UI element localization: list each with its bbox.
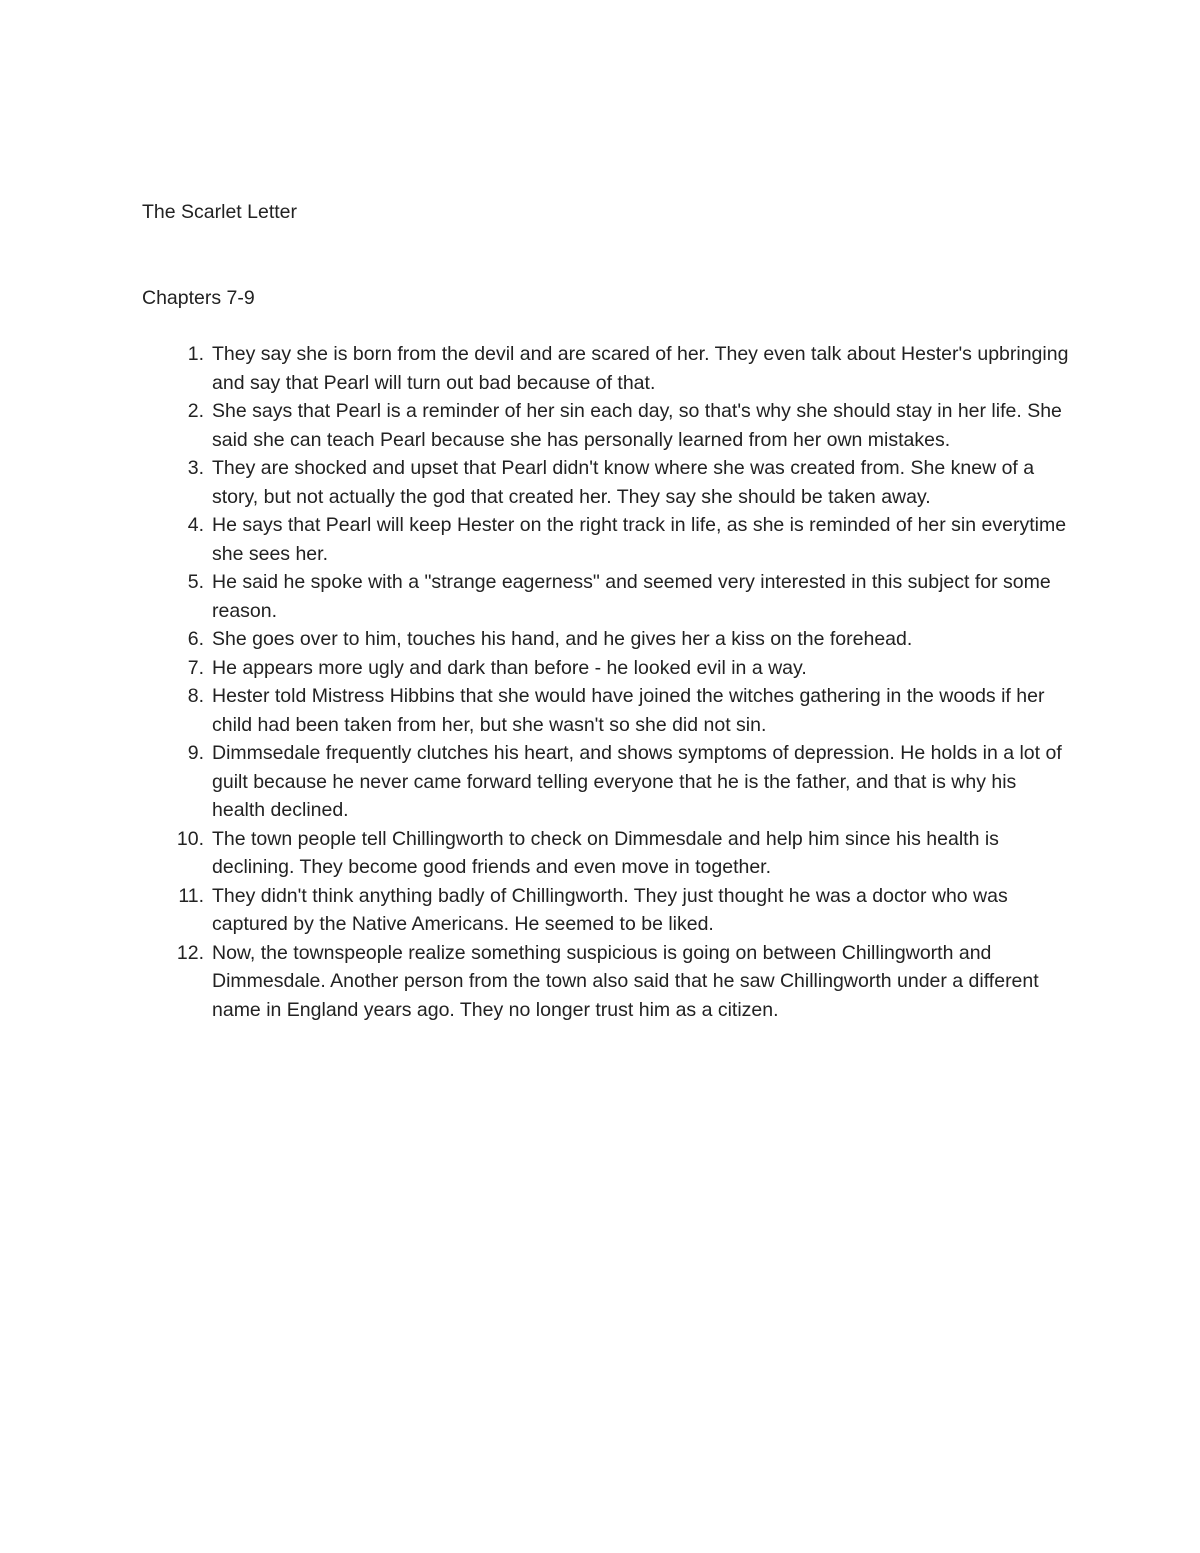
list-item-text: He says that Pearl will keep Hester on the right track in life, as she is reminded of her sin everytime she sees her. [212,514,1067,565]
list-item-number: 6. [187,628,204,650]
list-item-text: The town people tell Chillingworth to check on Dimmesdale and help him since his health is declining. They become good friends and even move in together. [212,827,999,878]
list-item-number: 8. [187,685,204,707]
list-item-number: 2. [187,400,204,422]
list-item-text: They say she is born from the devil and are scared of her. They even talk about Hester's upbringing and say that Pearl will turn out bad because of that. [212,343,1069,394]
list-item-number: 11. [178,884,204,907]
list-item-text: He appears more ugly and dark than before - he looked evil in a way. [212,656,807,679]
section-heading: Chapters 7-9 [142,287,255,309]
list-item-number: 10. [176,827,204,850]
list-item-number: 1. [187,343,204,365]
list-item [187,682,1072,739]
list-item [187,739,1072,825]
list-item [178,882,1072,939]
list-item-text: Hester told Mistress Hibbins that she would have joined the witches gathering in the woods if her child had been taken from her, but she wasn't so she did not sin. [212,685,1045,736]
list-item-text: She says that Pearl is a reminder of her sin each day, so that's why she should stay in her life. She said she can teach Pearl because she has personally learned from her own mistakes. [212,400,1062,451]
list-item-text: He said he spoke with a "strange eagerness" and seemed very interested in this subject for some reason. [212,571,1051,622]
list-item-number: 9. [187,742,204,764]
list-item [176,825,1072,882]
list-item [187,568,1072,625]
list-item [187,511,1072,568]
list-item-number: 5. [187,571,204,593]
document-title: The Scarlet Letter [142,201,297,223]
list-item-number: 7. [187,656,204,679]
list-item-text: Dimmsedale frequently clutches his heart, and shows symptoms of depression. He holds in a lot of guilt because he never came forward telling everyone that he is the father, and that is why his health declined. [212,742,1062,821]
list-item [187,625,1072,654]
answer-list [176,340,1072,1024]
list-item [187,340,1072,397]
list-item-text: She goes over to him, touches his hand, and he gives her a kiss on the forehead. [212,628,913,650]
list-item-text: Now, the townspeople realize something suspicious is going on between Chillingworth and Dimmesdale. Another person from the town also said that he saw Chillingworth under a different name in England years ago. They no longer trust him as a citizen. [212,941,1039,1021]
list-item [176,939,1072,1025]
list-item-number: 3. [187,457,204,479]
list-item-text: They are shocked and upset that Pearl didn't know where she was created from. She knew of a story, but not actually the god that created her. They say she should be taken away. [212,457,1035,508]
list-item-number: 4. [187,514,204,536]
list-item [187,397,1072,454]
list-item [187,454,1072,511]
list-item-number: 12. [176,941,204,964]
list-item [187,654,1072,683]
list-item-text: They didn't think anything badly of Chillingworth. They just thought he was a doctor who was captured by the Native Americans. He seemed to be liked. [212,884,1008,935]
